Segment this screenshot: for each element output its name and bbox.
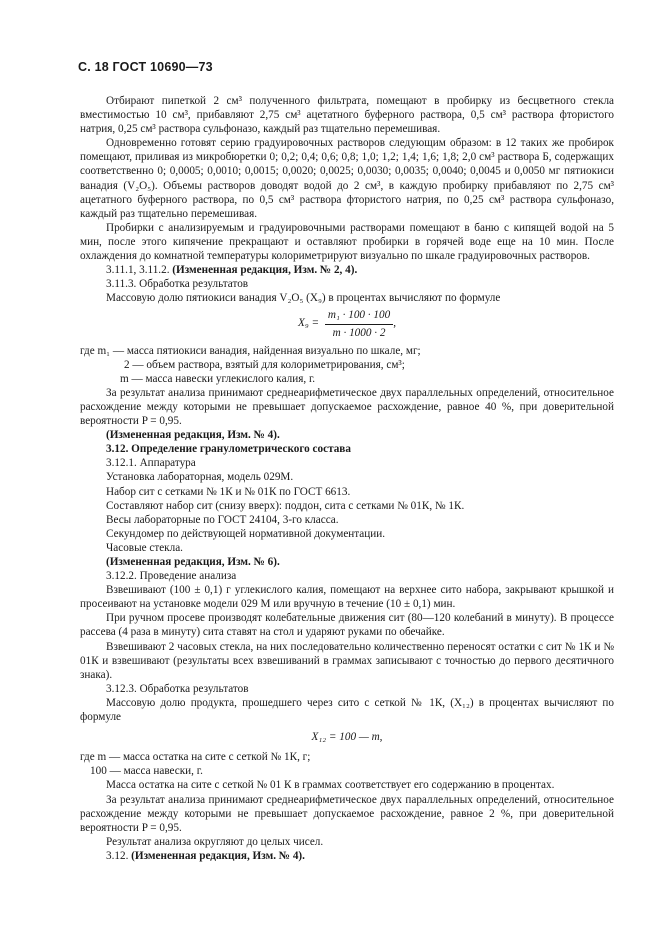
subsection-heading: 3.12.2. Проведение анализа	[106, 570, 237, 583]
paragraph: Масса остатка на сите с сеткой № 01 К в граммах соответствует его содержанию в процентах.	[106, 779, 555, 792]
amendment-text: (Измененная редакция, Изм. № 2, 4).	[172, 264, 358, 277]
formula-fraction	[325, 308, 393, 339]
list-line: Набор сит с сетками № 1К и № 01К по ГОСТ 6613.	[106, 485, 351, 498]
formula-x12	[80, 730, 614, 744]
paragraph: Взвешивают 2 часовых стекла, на них последовательно количественно переносят остатки с сит № 1К и № 01К и взвешивают (результаты всех взвешиваний в граммах записывают с точностью до первого десятичного знака).	[80, 640, 614, 681]
paragraph: За результат анализа принимают среднеарифметическое двух параллельных определений, относительное расхождение между которыми не превышает допускаемое расхождение, равное 40 %, при доверительной вероятности P = 0,95.	[80, 386, 614, 428]
formula-denominator: m · 1000 · 2	[332, 326, 386, 339]
paragraph: Одновременно готовят серию градуировочных растворов следующим образом: в 12 таких же пробирок помещают, приливая из микробюретки 0; 0,2; 0,4; 0,6; 0,8; 1,0; 1,2; 1,4; 1,6; 1,8; 2,0 см³ раствора Б, содержащих соответственно 0; 0,0005; 0,0010; 0,0015; 0,0020; 0,0025; 0,0030; 0,0035; 0,0040; 0,0045 и 0,0050 мг пятиокиси ванадия (V₂O₅). Объемы растворов доводят водой до 2 см³, в каждую пробирку прибавляют по 2,75 см³ ацетатного буферного раствора, по 0,5 см³ раствора фтористого натрия, по 0,25 см³ раствора сульфоназо, каждый раз тщательно перемешивая.	[80, 137, 614, 220]
amendment-note	[80, 263, 614, 277]
where-line: 100 — масса навески, г.	[90, 765, 203, 778]
list-line: Установка лабораторная, модель 029М.	[106, 471, 294, 484]
amendment-note	[80, 849, 614, 863]
formula-numerator: m₁ · 100 · 100	[325, 308, 393, 324]
formula-text: X₁₂ = 100 — m,	[311, 731, 383, 744]
subsection-heading: 3.12.3. Обработка результатов	[106, 682, 249, 695]
document-body	[80, 94, 614, 863]
formula-tail: ,	[393, 317, 396, 330]
list-line: Секундомер по действующей нормативной документации.	[106, 527, 386, 540]
paragraph: Отбирают пипеткой 2 см³ полученного фильтрата, помещают в пробирку из бесцветного стекла вместимостью 10 см³, прибавляют 2,75 см³ ацетатного буферного раствора, 0,5 см³ раствора фтористого натрия, 0,25 см³ раствора сульфоназо, каждый раз тщательно перемешивая.	[80, 95, 614, 136]
section-heading: 3.11.3. Обработка результатов	[106, 278, 249, 291]
paragraph: При ручном просеве производят колебательные движения сит (80—120 колебаний в минуту). В процессе рассева (4 раза в минуту) сита ставят на стол и ударяют руками по обечайке.	[80, 612, 614, 639]
paragraph: За результат анализа принимают среднеарифметическое двух параллельных определений, относительное расхождение между которыми не превышает допускаемое расхождение, равное 2 %, при доверительной вероятности P = 0,95.	[80, 793, 614, 834]
where-line: где m₁ — масса пятиокиси ванадия, найденная визуально по шкале, мг;	[80, 344, 421, 357]
where-line: m — масса навески углекислого калия, г.	[120, 372, 316, 385]
paragraph: Взвешивают (100 ± 0,1) г углекислого калия, помещают на верхнее сито набора, закрывают крышкой и просеивают на установке модели 029 М или вручную в течение (10 ± 0,1) мин.	[80, 584, 614, 611]
formula-lhs: X₉ =	[298, 317, 320, 330]
where-line: 2 — объем раствора, взятый для колориметрирования, см³;	[124, 358, 405, 371]
list-line: Составляют набор сит (снизу вверх): поддон, сита с сетками № 01К, № 1К.	[106, 499, 465, 512]
subsection-heading: 3.12.1. Аппаратура	[106, 457, 196, 470]
section-heading: 3.12. Определение гранулометрического состава	[106, 443, 351, 456]
amendment-note: (Измененная редакция, Изм. № 4).	[106, 429, 280, 442]
amendment-text: (Измененная редакция, Изм. № 4).	[131, 849, 305, 862]
paragraph: Пробирки с анализируемым и градуировочными растворами помещают в баню с кипящей водой на 5 мин, после этого кипячение прекращают и оставляют пробирки в горячей воде еще на 10 мин. После охлаждения до комнатной температуры колориметрируют визуально по шкале градуировочных растворов.	[80, 221, 614, 263]
paragraph: Массовую долю пятиокиси ванадия V₂O₅ (X₉) в процентах вычисляют по формуле	[106, 292, 501, 305]
where-line: где m — масса остатка на сите с сеткой № 1К, г;	[80, 751, 311, 764]
list-line: Весы лабораторные по ГОСТ 24104, 3-го класса.	[106, 513, 339, 526]
list-line: Часовые стекла.	[106, 541, 183, 554]
paragraph: Результат анализа округляют до целых чисел.	[106, 835, 324, 848]
page-header: С. 18 ГОСТ 10690—73	[78, 60, 213, 74]
amendment-note: (Измененная редакция, Изм. № 6).	[106, 556, 280, 568]
clause-number: 3.11.1, 3.11.2.	[106, 264, 170, 277]
formula-x9	[80, 308, 614, 339]
clause-number: 3.12.	[106, 849, 129, 862]
paragraph: Массовую долю продукта, прошедшего через сито с сеткой № 1К, (X₁₂) в процентах вычисляют по формуле	[80, 696, 614, 724]
